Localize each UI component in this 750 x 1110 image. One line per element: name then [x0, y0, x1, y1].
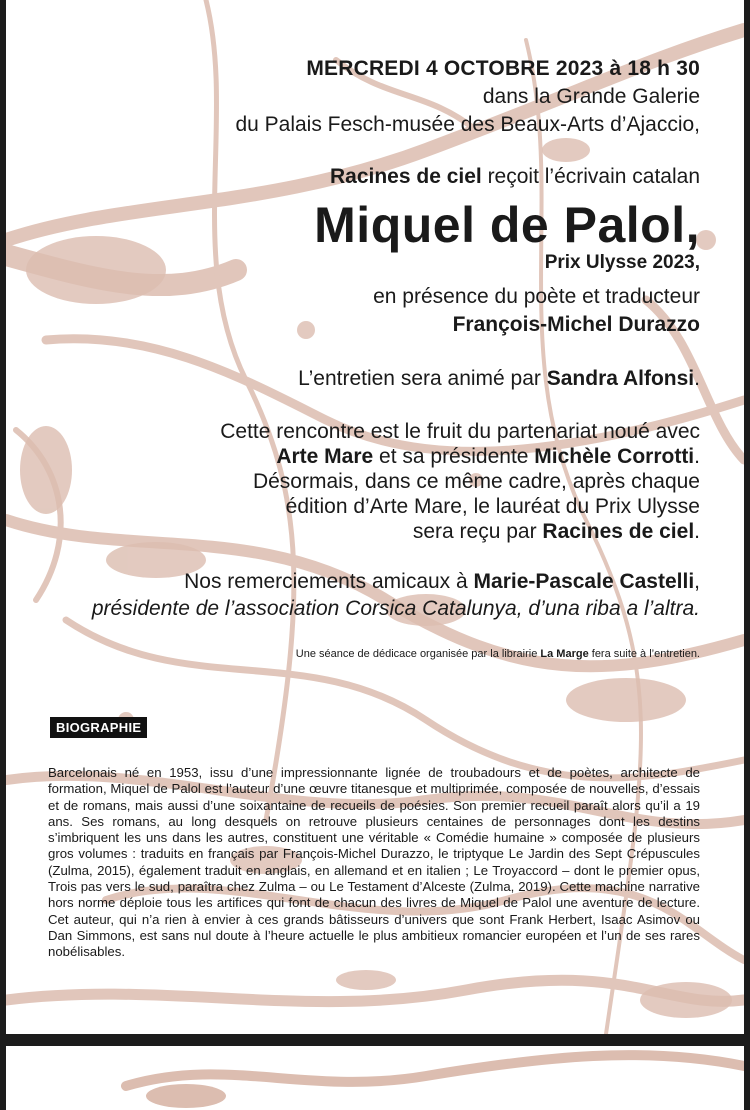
translator-name: François-Michel Durazzo — [452, 313, 700, 336]
thanks-name: Marie-Pascale Castelli — [473, 570, 695, 593]
signing-note: Une séance de dédicace organisée par la librairie La Marge fera suite à l’entretien. — [295, 648, 700, 660]
partnership-line2: Arte Mare et sa présidente Michèle Corrotti. — [276, 445, 700, 468]
biography-label: BIOGRAPHIE — [50, 717, 147, 738]
ink-splash-next-page — [6, 1046, 744, 1110]
biography-text: Barcelonais né en 1953, issu d’une impressionnante lignée de troubadours et de poètes, architecte de formation, Miquel de Palol est l’auteur d’une œuvre titanesque et multiprimée, composée de nouvelles, d’essais et de romans, mais aussi d’une soixantaine de recueils de poésies. Son premier recueil paraît alors qu’il a 19 ans. Ses romans, au long desquels on retrouve plusieurs centaines de personnages dont les destins s’imbriquent les uns dans les autres, constituent une véritable « Comédie humaine » composée de plusieurs gros volumes : traduits en français par François-Michel Durazzo, le triptyque Le Jardin des Sept Crépuscules (Zulma, 2015), également traduit en anglais, en allemand et en italien ; Le Troyaccord – dont le premier opus, Trois pas vers le sud, paraîtra chez Zulma – ou Le Testament d’Alceste (Zulma, 2019). Cette machine narrative hors norme déploie tous les artifices qui font de chacun des livres de Miquel de Palol une aventure de lecture. Cet auteur, qui n’a rien à envier à ces grands bâtisseurs d’univers que sont Frank Herbert, Isaac Asimov ou Dan Simmons, est sans nul doute à l’heure actuelle le plus ambitieux romancier européen et l’un de ses rares nobélisables. — [48, 765, 700, 960]
host-org-repeat: Racines de ciel — [542, 520, 695, 543]
next-page-edge — [6, 1046, 744, 1110]
partner-president: Michèle Corrotti — [534, 445, 695, 468]
partnership-line1: Cette rencontre est le fruit du partenariat noué avec — [220, 420, 700, 443]
partnership-line4: édition d’Arte Mare, le lauréat du Prix Ulysse — [285, 495, 700, 518]
event-venue-line2: du Palais Fesch-musée des Beaux-Arts d’Ajaccio, — [235, 113, 700, 136]
partnership-line5: sera reçu par Racines de ciel. — [412, 520, 700, 543]
partner-name: Arte Mare — [276, 445, 374, 468]
translator-intro: en présence du poète et traducteur — [373, 285, 700, 308]
thanks-line: Nos remerciements amicaux à Marie-Pascale Castelli, — [184, 570, 700, 593]
guest-prize: Prix Ulysse 2023, — [544, 252, 700, 273]
partnership-line3: Désormais, dans ce même cadre, après chaque — [252, 470, 700, 493]
event-venue-line: dans la Grande Galerie — [482, 85, 700, 108]
host-line: Racines de ciel reçoit l’écrivain catalan — [329, 165, 700, 188]
poster-page — [6, 0, 744, 1034]
moderator-name: Sandra Alfonsi — [546, 367, 695, 390]
bookshop-name: La Marge — [540, 648, 589, 660]
guest-name: Miquel de Palol, — [314, 197, 700, 253]
host-org: Racines de ciel — [329, 165, 482, 188]
poster-content — [6, 0, 744, 1034]
thanks-role: présidente de l’association Corsica Catalunya, d’una riba a l’altra. — [91, 597, 700, 620]
venue-name: Grande Galerie — [556, 85, 700, 108]
event-date: MERCREDI 4 OCTOBRE 2023 à 18 h 30 — [306, 57, 700, 80]
moderator-line: L’entretien sera animé par Sandra Alfonsi. — [298, 367, 700, 390]
